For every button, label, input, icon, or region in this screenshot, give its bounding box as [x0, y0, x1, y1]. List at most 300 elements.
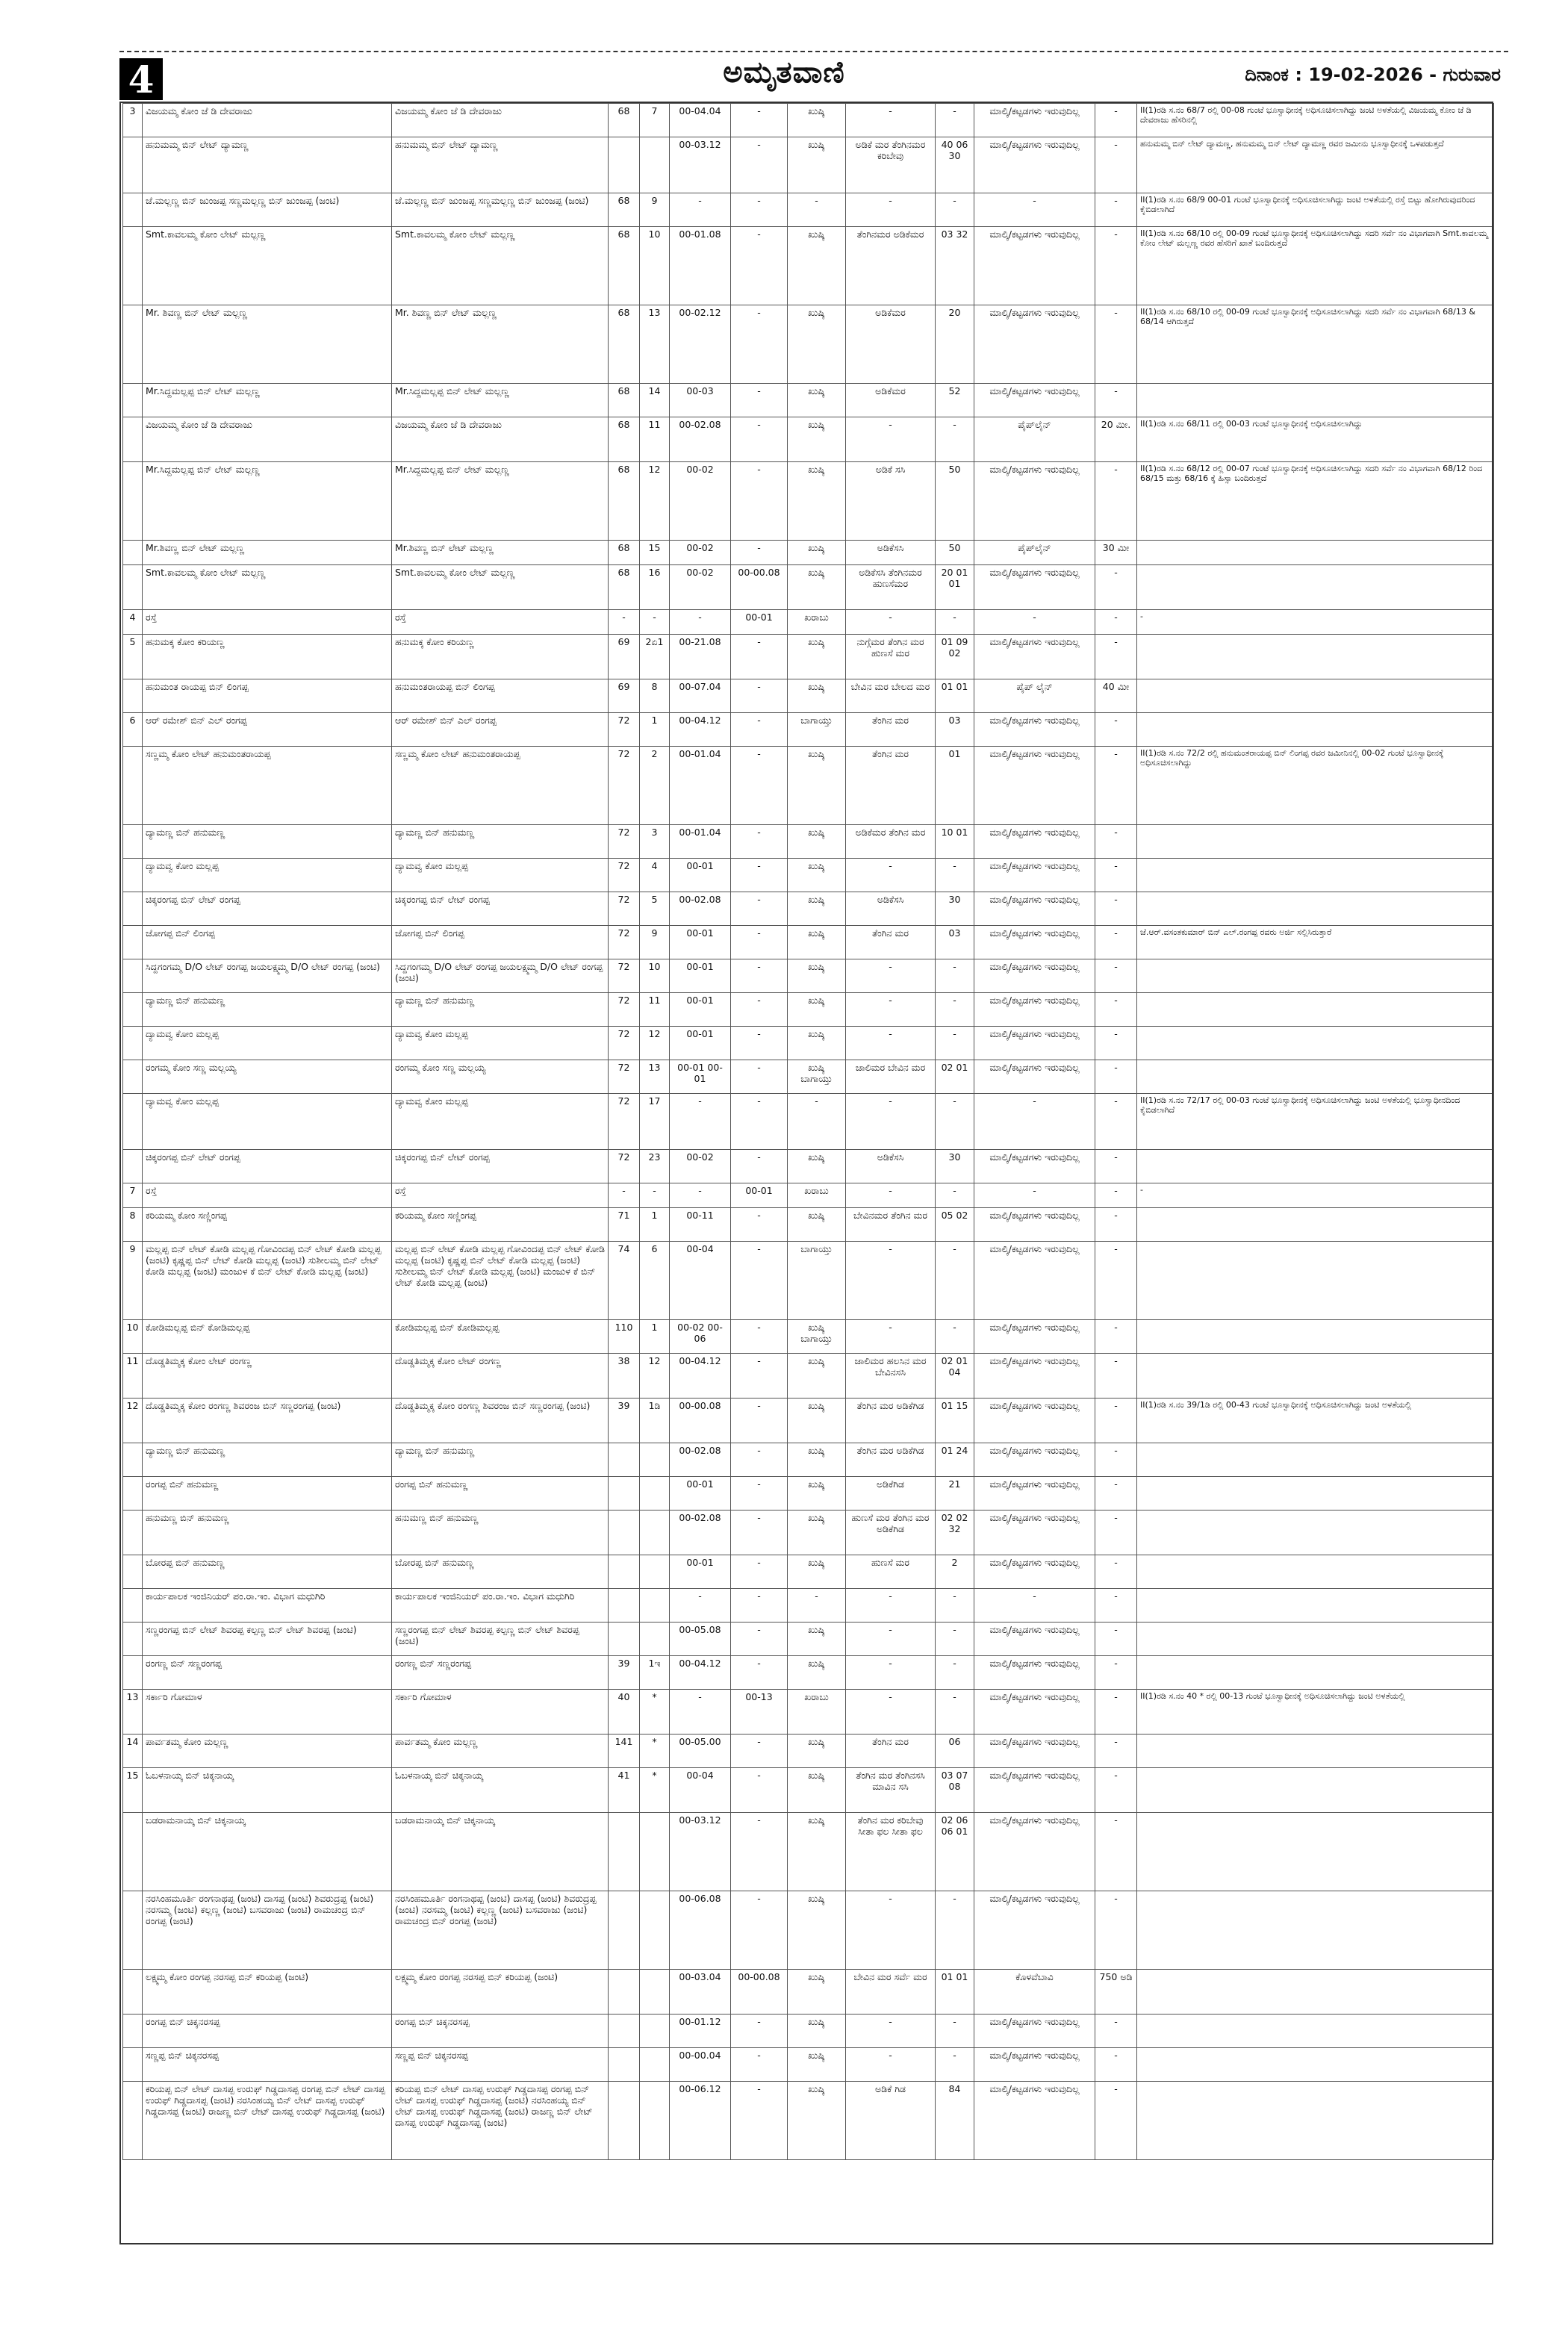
survey-number-cell: 72: [609, 1150, 640, 1183]
survey-number-cell: 72: [609, 1094, 640, 1150]
measure-cell: -: [1095, 1094, 1137, 1150]
khata-name-cell: ಜೋಗಪ್ಪ ಬಿನ್ ಲಿಂಗಪ್ಪ: [392, 926, 609, 959]
structures-cell: ಮಾಲ್ಕಿ/ಕಟ್ಟಡಗಳು ಇರುವುದಿಲ್ಲ: [974, 1690, 1095, 1735]
survey-number-cell: [609, 1589, 640, 1623]
extent-cell: -: [670, 1589, 731, 1623]
remarks-cell: [1137, 1813, 1494, 1891]
khata-name-cell: ಲಕ್ಷ್ಮಮ್ಮ ಕೋಂ ರಂಗಪ್ಪ ನರಸಪ್ಪ ಬಿನ್ ಕರಿಯಪ್ಪ (ಜಂಟಿ): [392, 1970, 609, 2015]
hissa-cell: [640, 1813, 670, 1891]
trees-cell: ಅಡಿಕೆಸಸಿ: [846, 1150, 936, 1183]
owner-name-cell: ದ್ಯಾಮಣ್ಣ ಬಿನ್ ಹನುಮಣ್ಣ: [143, 1443, 392, 1477]
serial-cell: 14: [123, 1735, 143, 1768]
measure-cell: -: [1095, 1555, 1137, 1589]
tree-count-cell: 01 24: [936, 1443, 974, 1477]
land-type-cell: ಖುಷ್ಕಿ: [788, 305, 846, 384]
land-type-cell: ಖುಷ್ಕಿ: [788, 565, 846, 610]
structures-cell: -: [974, 1183, 1095, 1208]
serial-cell: [123, 926, 143, 959]
remarks-cell: [1137, 892, 1494, 926]
owner-name-cell: ಬೋರಪ್ಪ ಬಿನ್ ಹನುಮಣ್ಣ: [143, 1555, 392, 1589]
structures-cell: -: [974, 1589, 1095, 1623]
table-row: [123, 1060, 1494, 1094]
trees-cell: -: [846, 1183, 936, 1208]
remarks-cell: [1137, 1320, 1494, 1354]
owner-name-cell: ಹನುಮಂತ ರಾಯಪ್ಪ ಬಿನ್ ಲಿಂಗಪ್ಪ: [143, 679, 392, 713]
khata-name-cell: Mr.ಸಿದ್ದಮಲ್ಲಪ್ಪ ಬಿನ್ ಲೇಟ್ ಮಲ್ಲಣ್ಣ: [392, 462, 609, 541]
survey-number-cell: 68: [609, 565, 640, 610]
land-type-cell: ಖುಷ್ಕಿ: [788, 2082, 846, 2160]
remarks-cell: [1137, 541, 1494, 565]
khata-name-cell: ವಿಜಯಮ್ಮ ಕೋಂ ಜೆ ಡಿ ದೇವರಾಜು: [392, 417, 609, 462]
newspaper-masthead: ಅಮೃತವಾಣಿ: [723, 55, 845, 90]
kharab-cell: -: [731, 1094, 788, 1150]
kharab-cell: -: [731, 137, 788, 193]
khata-name-cell: ದೊಡ್ಡತಿಮ್ಮಕ್ಕ ಕೋಂ ಲೇಟ್ ರಂಗಣ್ಣ: [392, 1354, 609, 1399]
extent-cell: 00-01: [670, 1477, 731, 1511]
kharab-cell: -: [731, 227, 788, 305]
hissa-cell: [640, 2048, 670, 2082]
kharab-cell: -: [731, 993, 788, 1027]
measure-cell: -: [1095, 104, 1137, 137]
measure-cell: -: [1095, 384, 1137, 417]
structures-cell: ಪೈಪ್ ಲೈನ್: [974, 679, 1095, 713]
remarks-cell: [1137, 713, 1494, 747]
khata-name-cell: ರಂಗಮ್ಮ ಕೋಂ ಸಣ್ಣ ಮಲ್ಲಯ್ಯ: [392, 1060, 609, 1094]
table-row: [123, 1768, 1494, 1813]
kharab-cell: -: [731, 892, 788, 926]
structures-cell: ಮಾಲ್ಕಿ/ಕಟ್ಟಡಗಳು ಇರುವುದಿಲ್ಲ: [974, 1399, 1095, 1443]
structures-cell: ಮಾಲ್ಕಿ/ಕಟ್ಟಡಗಳು ಇರುವುದಿಲ್ಲ: [974, 635, 1095, 679]
structures-cell: ಮಾಲ್ಕಿ/ಕಟ್ಟಡಗಳು ಇರುವುದಿಲ್ಲ: [974, 137, 1095, 193]
serial-cell: [123, 565, 143, 610]
survey-number-cell: 72: [609, 747, 640, 825]
serial-cell: [123, 859, 143, 892]
measure-cell: -: [1095, 193, 1137, 227]
table-row: [123, 993, 1494, 1027]
land-type-cell: ಖುಷ್ಕಿ: [788, 747, 846, 825]
measure-cell: -: [1095, 1690, 1137, 1735]
kharab-cell: -: [731, 1656, 788, 1690]
kharab-cell: 00-01: [731, 1183, 788, 1208]
table-row: [123, 859, 1494, 892]
measure-cell: -: [1095, 959, 1137, 993]
survey-number-cell: [609, 1891, 640, 1970]
trees-cell: ಅಡಿಕೆಗಿಡ: [846, 1477, 936, 1511]
serial-cell: [123, 679, 143, 713]
serial-cell: [123, 2015, 143, 2048]
measure-cell: -: [1095, 1027, 1137, 1060]
remarks-cell: [1137, 1970, 1494, 2015]
extent-cell: -: [670, 1690, 731, 1735]
trees-cell: -: [846, 1242, 936, 1320]
extent-cell: 00-04: [670, 1768, 731, 1813]
khata-name-cell: ದ್ಯಾಮಣ್ಣ ಬಿನ್ ಹನುಮಣ್ಣ: [392, 825, 609, 859]
hissa-cell: 23: [640, 1150, 670, 1183]
table-row: [123, 104, 1494, 137]
khata-name-cell: ಸಿದ್ದಗಂಗಮ್ಮ D/O ಲೇಟ್ ರಂಗಪ್ಪ ಜಯಲಕ್ಷ್ಮಮ್ಮ D/O ಲೇಟ್ ರಂಗಪ್ಪ (ಜಂಟಿ): [392, 959, 609, 993]
kharab-cell: -: [731, 305, 788, 384]
tree-count-cell: 02 06 06 01: [936, 1813, 974, 1891]
remarks-cell: [1137, 1555, 1494, 1589]
hissa-cell: 12: [640, 1027, 670, 1060]
structures-cell: ಮಾಲ್ಕಿ/ಕಟ್ಟಡಗಳು ಇರುವುದಿಲ್ಲ: [974, 926, 1095, 959]
owner-name-cell: ಹನುಮಮ್ಮ ಬಿನ್ ಲೇಟ್ ದ್ಯಾಮಣ್ಣ: [143, 137, 392, 193]
measure-cell: -: [1095, 825, 1137, 859]
khata-name-cell: ದ್ಯಾಮವ್ವ ಕೋಂ ಮಲ್ಲಪ್ಪ: [392, 1094, 609, 1150]
structures-cell: ಮಾಲ್ಕಿ/ಕಟ್ಟಡಗಳು ಇರುವುದಿಲ್ಲ: [974, 462, 1095, 541]
measure-cell: -: [1095, 1477, 1137, 1511]
trees-cell: ಹುಣಸೆ ಮರ: [846, 1555, 936, 1589]
hissa-cell: [640, 1477, 670, 1511]
owner-name-cell: ರಂಗಪ್ಪ ಬಿನ್ ಹನುಮಣ್ಣ: [143, 1477, 392, 1511]
extent-cell: 00-00.04: [670, 2048, 731, 2082]
serial-cell: [123, 1656, 143, 1690]
survey-number-cell: 39: [609, 1656, 640, 1690]
khata-name-cell: ಆರ್ ರಮೇಶ್ ಬಿನ್ ಎಲ್ ರಂಗಪ್ಪ: [392, 713, 609, 747]
table-row: [123, 2082, 1494, 2160]
trees-cell: -: [846, 959, 936, 993]
serial-cell: [123, 892, 143, 926]
remarks-cell: [1137, 1443, 1494, 1477]
land-type-cell: ಖುಷ್ಕಿ: [788, 137, 846, 193]
owner-name-cell: ಕೋಡಿಮಲ್ಲಪ್ಪ ಬಿನ್ ಕೋಡಿಮಲ್ಲಪ್ಪ: [143, 1320, 392, 1354]
extent-cell: 00-01.04: [670, 825, 731, 859]
measure-cell: -: [1095, 1208, 1137, 1242]
land-type-cell: ಖುಷ್ಕಿ: [788, 1891, 846, 1970]
owner-name-cell: ರಸ್ತೆ: [143, 1183, 392, 1208]
owner-name-cell: ಕರಿಯಮ್ಮ ಕೋಂ ಸಣ್ಣಿಂಗಪ್ಪ: [143, 1208, 392, 1242]
extent-cell: 00-00.08: [670, 1399, 731, 1443]
serial-cell: [123, 747, 143, 825]
structures-cell: ಮಾಲ್ಕಿ/ಕಟ್ಟಡಗಳು ಇರುವುದಿಲ್ಲ: [974, 565, 1095, 610]
tree-count-cell: 03: [936, 713, 974, 747]
serial-cell: 9: [123, 1242, 143, 1320]
table-row: [123, 2015, 1494, 2048]
serial-cell: 4: [123, 610, 143, 635]
land-type-cell: ಖುಷ್ಕಿ: [788, 1735, 846, 1768]
tree-count-cell: -: [936, 959, 974, 993]
serial-cell: [123, 1813, 143, 1891]
land-type-cell: ಖುಷ್ಕಿ: [788, 959, 846, 993]
khata-name-cell: Mr.ಸಿದ್ದಮಲ್ಲಪ್ಪ ಬಿನ್ ಲೇಟ್ ಮಲ್ಲಣ್ಣ: [392, 384, 609, 417]
extent-cell: 00-02: [670, 565, 731, 610]
survey-number-cell: 72: [609, 892, 640, 926]
kharab-cell: -: [731, 825, 788, 859]
serial-cell: 8: [123, 1208, 143, 1242]
table-row: [123, 1891, 1494, 1970]
trees-cell: ಅಡಿಕೆಮರ ತೆಂಗಿನ ಮರ: [846, 825, 936, 859]
trees-cell: ನುಗ್ಗೆಮರ ತೆಂಗಿನ ಮರ ಹುಣಸೆ ಮರ: [846, 635, 936, 679]
extent-cell: 00-04.12: [670, 1656, 731, 1690]
measure-cell: -: [1095, 2048, 1137, 2082]
survey-number-cell: 72: [609, 959, 640, 993]
extent-cell: -: [670, 610, 731, 635]
kharab-cell: -: [731, 1399, 788, 1443]
serial-cell: [123, 1094, 143, 1150]
hissa-cell: 8: [640, 679, 670, 713]
structures-cell: ಮಾಲ್ಕಿ/ಕಟ್ಟಡಗಳು ಇರುವುದಿಲ್ಲ: [974, 1735, 1095, 1768]
serial-cell: [123, 825, 143, 859]
structures-cell: ಮಾಲ್ಕಿ/ಕಟ್ಟಡಗಳು ಇರುವುದಿಲ್ಲ: [974, 1555, 1095, 1589]
land-type-cell: ಖುಷ್ಕಿ: [788, 1208, 846, 1242]
structures-cell: ಮಾಲ್ಕಿ/ಕಟ್ಟಡಗಳು ಇರುವುದಿಲ್ಲ: [974, 2082, 1095, 2160]
tree-count-cell: 30: [936, 1150, 974, 1183]
survey-number-cell: 69: [609, 679, 640, 713]
extent-cell: 00-01: [670, 959, 731, 993]
kharab-cell: -: [731, 1354, 788, 1399]
serial-cell: [123, 1589, 143, 1623]
tree-count-cell: 84: [936, 2082, 974, 2160]
extent-cell: 00-01 00-01: [670, 1060, 731, 1094]
khata-name-cell: ದ್ಯಾಮವ್ವ ಕೋಂ ಮಲ್ಲಪ್ಪ: [392, 1027, 609, 1060]
survey-number-cell: [609, 2015, 640, 2048]
owner-name-cell: ಸಣ್ಣಪ್ಪ ಬಿನ್ ಚಿಕ್ಕನರಸಪ್ಪ: [143, 2048, 392, 2082]
date-line: ದಿನಾಂಕ : 19-02-2026 - ಗುರುವಾರ: [1245, 64, 1501, 85]
measure-cell: -: [1095, 2015, 1137, 2048]
survey-number-cell: 141: [609, 1735, 640, 1768]
remarks-cell: [1137, 1208, 1494, 1242]
khata-name-cell: ಬಡರಾಮನಾಯ್ಕ ಬಿನ್ ಚಿಕ್ಕನಾಯ್ಕ: [392, 1813, 609, 1891]
owner-name-cell: ರಂಗಪ್ಪ ಬಿನ್ ಚಿಕ್ಕನರಸಪ್ಪ: [143, 2015, 392, 2048]
extent-cell: 00-01.08: [670, 227, 731, 305]
extent-cell: 00-05.08: [670, 1623, 731, 1656]
owner-name-cell: ದ್ಯಾಮಣ್ಣ ಬಿನ್ ಹನುಮಣ್ಣ: [143, 993, 392, 1027]
hissa-cell: 1: [640, 713, 670, 747]
measure-cell: -: [1095, 1150, 1137, 1183]
land-type-cell: ಖುಷ್ಕಿ: [788, 859, 846, 892]
trees-cell: -: [846, 1656, 936, 1690]
survey-number-cell: 68: [609, 541, 640, 565]
measure-cell: -: [1095, 1060, 1137, 1094]
owner-name-cell: ಆರ್ ರಮೇಶ್ ಬಿನ್ ಎಲ್ ರಂಗಪ್ಪ: [143, 713, 392, 747]
hissa-cell: 10: [640, 959, 670, 993]
owner-name-cell: ದ್ಯಾಮವ್ವ ಕೋಂ ಮಲ್ಲಪ್ಪ: [143, 1027, 392, 1060]
survey-number-cell: 68: [609, 227, 640, 305]
khata-name-cell: ಮಲ್ಲಪ್ಪ ಬಿನ್ ಲೇಟ್ ಕೋಡಿ ಮಲ್ಲಪ್ಪ ಗೋವಿಂದಪ್ಪ ಬಿನ್ ಲೇಟ್ ಕೋಡಿ ಮಲ್ಲಪ್ಪ (ಜಂಟಿ) ಕೃಷ್ಣಪ್ಪ ಬಿನ್ ಲೇಟ್ ಕೋಡಿ ಮಲ್ಲಪ್ಪ (ಜಂಟಿ) ಸುಶೀಲಮ್ಮ ಬಿನ್ ಲೇಟ್ ಕೋಡಿ ಮಲ್ಲಪ್ಪ (ಜಂಟಿ) ಮಂಜುಳ ಕೆ ಬಿನ್ ಲೇಟ್ ಕೋಡಿ ಮಲ್ಲಪ್ಪ (ಜಂಟಿ): [392, 1242, 609, 1320]
land-type-cell: ಬಾಗಾಯ್ತು: [788, 713, 846, 747]
land-type-cell: ಖುಷ್ಕಿ: [788, 993, 846, 1027]
serial-cell: 5: [123, 635, 143, 679]
hissa-cell: *: [640, 1735, 670, 1768]
serial-cell: [123, 462, 143, 541]
table-row: [123, 1354, 1494, 1399]
table-row: [123, 1150, 1494, 1183]
structures-cell: ಪೈಪ್‌ಲೈನ್: [974, 417, 1095, 462]
owner-name-cell: Mr.ಸಿದ್ದಮಲ್ಲಪ್ಪ ಬಿನ್ ಲೇಟ್ ಮಲ್ಲಣ್ಣ: [143, 384, 392, 417]
owner-name-cell: Smt.ಕಾವಲಮ್ಮ ಕೋಂ ಲೇಟ್ ಮಲ್ಲಣ್ಣ: [143, 565, 392, 610]
kharab-cell: -: [731, 1060, 788, 1094]
kharab-cell: -: [731, 713, 788, 747]
land-type-cell: ಖುಷ್ಕಿ: [788, 2015, 846, 2048]
tree-count-cell: 03: [936, 926, 974, 959]
land-type-cell: ಖರಾಬು: [788, 610, 846, 635]
khata-name-cell: Mr.ಶಿವಣ್ಣ ಬಿನ್ ಲೇಟ್ ಮಲ್ಲಣ್ಣ: [392, 541, 609, 565]
tree-count-cell: 05 02: [936, 1208, 974, 1242]
owner-name-cell: ಮಲ್ಲಪ್ಪ ಬಿನ್ ಲೇಟ್ ಕೋಡಿ ಮಲ್ಲಪ್ಪ ಗೋವಿಂದಪ್ಪ ಬಿನ್ ಲೇಟ್ ಕೋಡಿ ಮಲ್ಲಪ್ಪ (ಜಂಟಿ) ಕೃಷ್ಣಪ್ಪ ಬಿನ್ ಲೇಟ್ ಕೋಡಿ ಮಲ್ಲಪ್ಪ (ಜಂಟಿ) ಸುಶೀಲಮ್ಮ ಬಿನ್ ಲೇಟ್ ಕೋಡಿ ಮಲ್ಲಪ್ಪ (ಜಂಟಿ) ಮಂಜುಳ ಕೆ ಬಿನ್ ಲೇಟ್ ಕೋಡಿ ಮಲ್ಲಪ್ಪ (ಜಂಟಿ): [143, 1242, 392, 1320]
tree-count-cell: -: [936, 193, 974, 227]
owner-name-cell: ಲಕ್ಷ್ಮಮ್ಮ ಕೋಂ ರಂಗಪ್ಪ ನರಸಪ್ಪ ಬಿನ್ ಕರಿಯಪ್ಪ (ಜಂಟಿ): [143, 1970, 392, 2015]
kharab-cell: -: [731, 1735, 788, 1768]
tree-count-cell: 02 01 04: [936, 1354, 974, 1399]
tree-count-cell: 01: [936, 747, 974, 825]
trees-cell: ತೆಂಗಿನ ಮರ ತೆಂಗಿನಸಸಿ ಮಾವಿನ ಸಸಿ: [846, 1768, 936, 1813]
measure-cell: -: [1095, 926, 1137, 959]
serial-cell: [123, 1443, 143, 1477]
measure-cell: -: [1095, 713, 1137, 747]
hissa-cell: [640, 1970, 670, 2015]
extent-cell: 00-02: [670, 541, 731, 565]
khata-name-cell: ಕರಿಯಪ್ಪ ಬಿನ್ ಲೇಟ್ ದಾಸಪ್ಪ ಉರುಫ್ ಗಿಡ್ಡದಾಸಪ್ಪ ರಂಗಪ್ಪ ಬಿನ್ ಲೇಟ್ ದಾಸಪ್ಪ ಉರುಫ್ ಗಿಡ್ಡದಾಸಪ್ಪ (ಜಂಟಿ) ನರಸಿಂಹಯ್ಯ ಬಿನ್ ಲೇಟ್ ದಾಸಪ್ಪ ಉರುಫ್ ಗಿಡ್ಡದಾಸಪ್ಪ (ಜಂಟಿ) ರಾಜಣ್ಣ ಬಿನ್ ಲೇಟ್ ದಾಸಪ್ಪ ಉರುಫ್ ಗಿಡ್ಡದಾಸಪ್ಪ (ಜಂಟಿ): [392, 2082, 609, 2160]
survey-number-cell: 72: [609, 859, 640, 892]
trees-cell: -: [846, 104, 936, 137]
trees-cell: ತೆಂಗಿನ ಮರ ಅಡಿಕೆಗಿಡ: [846, 1399, 936, 1443]
trees-cell: -: [846, 193, 936, 227]
remarks-cell: -: [1137, 610, 1494, 635]
survey-number-cell: [609, 1813, 640, 1891]
remarks-cell: [1137, 825, 1494, 859]
measure-cell: -: [1095, 635, 1137, 679]
serial-cell: [123, 1555, 143, 1589]
tree-count-cell: 40 06 30: [936, 137, 974, 193]
hissa-cell: 4: [640, 859, 670, 892]
serial-cell: 7: [123, 1183, 143, 1208]
khata-name-cell: ಕಾರ್ಯಪಾಲಕ ಇಂಜಿನಿಯರ್ ಪಂ.ರಾ.ಇಂ. ವಿಭಾಗ ಮಧುಗಿರಿ: [392, 1589, 609, 1623]
remarks-cell: [1137, 384, 1494, 417]
khata-name-cell: ಬೋರಪ್ಪ ಬಿನ್ ಹನುಮಣ್ಣ: [392, 1555, 609, 1589]
khata-name-cell: ರಸ್ತೆ: [392, 610, 609, 635]
kharab-cell: -: [731, 2082, 788, 2160]
extent-cell: 00-02.08: [670, 1511, 731, 1555]
owner-name-cell: ಓಬಳನಾಯ್ಕ ಬಿನ್ ಚಿಕ್ಕನಾಯ್ಕ: [143, 1768, 392, 1813]
khata-name-cell: ಚಿಕ್ಕರಂಗಪ್ಪ ಬಿನ್ ಲೇಟ್ ರಂಗಪ್ಪ: [392, 1150, 609, 1183]
survey-number-cell: 69: [609, 635, 640, 679]
kharab-cell: -: [731, 1208, 788, 1242]
trees-cell: -: [846, 859, 936, 892]
extent-cell: 00-01: [670, 1555, 731, 1589]
owner-name-cell: ಪಾರ್ವತಮ್ಮ ಕೋಂ ಮಲ್ಲಣ್ಣ: [143, 1735, 392, 1768]
remarks-cell: [1137, 859, 1494, 892]
structures-cell: ಮಾಲ್ಕಿ/ಕಟ್ಟಡಗಳು ಇರುವುದಿಲ್ಲ: [974, 1150, 1095, 1183]
remarks-cell: [1137, 2015, 1494, 2048]
khata-name-cell: ಓಬಳನಾಯ್ಕ ಬಿನ್ ಚಿಕ್ಕನಾಯ್ಕ: [392, 1768, 609, 1813]
owner-name-cell: ಸರ್ಕಾರಿ ಗೋಮಾಳ: [143, 1690, 392, 1735]
hissa-cell: 11: [640, 417, 670, 462]
tree-count-cell: -: [936, 1891, 974, 1970]
remarks-cell: [1137, 1891, 1494, 1970]
extent-cell: 00-04: [670, 1242, 731, 1320]
land-type-cell: ಖುಷ್ಕಿ: [788, 1150, 846, 1183]
table-row: [123, 1208, 1494, 1242]
survey-number-cell: 110: [609, 1320, 640, 1354]
table-row: [123, 892, 1494, 926]
remarks-cell: [1137, 1735, 1494, 1768]
hissa-cell: 9: [640, 926, 670, 959]
table-row: [123, 1623, 1494, 1656]
trees-cell: -: [846, 993, 936, 1027]
structures-cell: -: [974, 193, 1095, 227]
owner-name-cell: ರಂಗಮ್ಮ ಕೋಂ ಸಣ್ಣ ಮಲ್ಲಯ್ಯ: [143, 1060, 392, 1094]
khata-name-cell: ರಸ್ತೆ: [392, 1183, 609, 1208]
survey-number-cell: [609, 1623, 640, 1656]
remarks-cell: II(1)ರಡಿ ಸ.ನಂ 39/1ಡಿ ರಲ್ಲಿ 00-43 ಗುಂಟೆ ಭೂಸ್ವಾಧೀನಕ್ಕೆ ಅಧಿಸೂಚಿಸಲಾಗಿದ್ದು ಜಂಟಿ ಅಳತೆಯಲ್ಲಿ: [1137, 1399, 1494, 1443]
owner-name-cell: Smt.ಕಾವಲಮ್ಮ ಕೋಂ ಲೇಟ್ ಮಲ್ಲಣ್ಣ: [143, 227, 392, 305]
owner-name-cell: ಸಣ್ಣರಂಗಪ್ಪ ಬಿನ್ ಲೇಟ್ ಶಿವರಪ್ಪ ಕಲ್ಪಣ್ಣ ಬಿನ್ ಲೇಟ್ ಶಿವರಪ್ಪ (ಜಂಟಿ): [143, 1623, 392, 1656]
structures-cell: ಮಾಲ್ಕಿ/ಕಟ್ಟಡಗಳು ಇರುವುದಿಲ್ಲ: [974, 1208, 1095, 1242]
kharab-cell: -: [731, 679, 788, 713]
hissa-cell: 17: [640, 1094, 670, 1150]
kharab-cell: -: [731, 1477, 788, 1511]
land-type-cell: ಖುಷ್ಕಿ: [788, 892, 846, 926]
table-row: [123, 1511, 1494, 1555]
extent-cell: 00-01.12: [670, 2015, 731, 2048]
remarks-cell: II(1)ರಡಿ ಸ.ನಂ 68/9 00-01 ಗುಂಟೆ ಭೂಸ್ವಾಧೀನಕ್ಕೆ ಅಧಿಸೂಚಿಸಲಾಗಿದ್ದು ಜಂಟಿ ಅಳತೆಯಲ್ಲಿ ರಸ್ತೆ ಬಿಟ್ಟು ಹೋಗಿರುವುದರಿಂದ ಕೈಬಿಡಲಾಗಿದೆ: [1137, 193, 1494, 227]
owner-name-cell: ರಸ್ತೆ: [143, 610, 392, 635]
kharab-cell: -: [731, 1242, 788, 1320]
remarks-cell: II(1)ರಡಿ ಸ.ನಂ 68/10 ರಲ್ಲಿ 00-09 ಗುಂಟೆ ಭೂಸ್ವಾಧೀನಕ್ಕೆ ಅಧಿಸೂಚಿಸಲಾಗಿದ್ದು ಸದರಿ ಸರ್ವೆ ನಂ ವಿಭಾಗವಾಗಿ 68/13 & 68/14 ಆಗಿರುತ್ತದೆ: [1137, 305, 1494, 384]
structures-cell: ಮಾಲ್ಕಿ/ಕಟ್ಟಡಗಳು ಇರುವುದಿಲ್ಲ: [974, 305, 1095, 384]
land-type-cell: -: [788, 1094, 846, 1150]
table-row: [123, 565, 1494, 610]
survey-number-cell: 72: [609, 1027, 640, 1060]
hissa-cell: 13: [640, 305, 670, 384]
remarks-cell: [1137, 679, 1494, 713]
table-row: [123, 635, 1494, 679]
land-type-cell: ಖುಷ್ಕಿ: [788, 825, 846, 859]
survey-number-cell: 72: [609, 1060, 640, 1094]
measure-cell: -: [1095, 1813, 1137, 1891]
extent-cell: -: [670, 193, 731, 227]
hissa-cell: 16: [640, 565, 670, 610]
kharab-cell: -: [731, 1813, 788, 1891]
owner-name-cell: Mr.ಸಿದ್ದಮಲ್ಲಪ್ಪ ಬಿನ್ ಲೇಟ್ ಮಲ್ಲಣ್ಣ: [143, 462, 392, 541]
trees-cell: ಅಡಿಕೆಮರ: [846, 384, 936, 417]
land-type-cell: ಖುಷ್ಕಿ: [788, 227, 846, 305]
land-type-cell: ಖುಷ್ಕಿ: [788, 1813, 846, 1891]
trees-cell: -: [846, 1589, 936, 1623]
hissa-cell: 11: [640, 993, 670, 1027]
survey-number-cell: 72: [609, 825, 640, 859]
tree-count-cell: 01 01: [936, 679, 974, 713]
trees-cell: ತೆಂಗಿನ ಮರ: [846, 747, 936, 825]
hissa-cell: 7: [640, 104, 670, 137]
structures-cell: ಮಾಲ್ಕಿ/ಕಟ್ಟಡಗಳು ಇರುವುದಿಲ್ಲ: [974, 1623, 1095, 1656]
table-row: [123, 610, 1494, 635]
tree-count-cell: 03 07 08: [936, 1768, 974, 1813]
khata-name-cell: ದ್ಯಾಮವ್ವ ಕೋಂ ಮಲ್ಲಪ್ಪ: [392, 859, 609, 892]
tree-count-cell: -: [936, 1183, 974, 1208]
hissa-cell: 2ಏ1: [640, 635, 670, 679]
hissa-cell: 9: [640, 193, 670, 227]
hissa-cell: 5: [640, 892, 670, 926]
owner-name-cell: ದೊಡ್ಡತಿಮ್ಮಕ್ಕ ಕೋಂ ರಂಗಣ್ಣ ಶಿವರಂಜ ಬಿನ್ ಸಣ್ಣರಂಗಪ್ಪ (ಜಂಟಿ): [143, 1399, 392, 1443]
measure-cell: -: [1095, 1443, 1137, 1477]
extent-cell: 00-01: [670, 1027, 731, 1060]
measure-cell: -: [1095, 1399, 1137, 1443]
land-type-cell: ಬಾಗಾಯ್ತು: [788, 1242, 846, 1320]
tree-count-cell: -: [936, 1094, 974, 1150]
land-type-cell: -: [788, 193, 846, 227]
structures-cell: ಮಾಲ್ಕಿ/ಕಟ್ಟಡಗಳು ಇರುವುದಿಲ್ಲ: [974, 1060, 1095, 1094]
survey-number-cell: 68: [609, 417, 640, 462]
land-type-cell: ಖುಷ್ಕಿ: [788, 635, 846, 679]
structures-cell: ಮಾಲ್ಕಿ/ಕಟ್ಟಡಗಳು ಇರುವುದಿಲ್ಲ: [974, 227, 1095, 305]
remarks-cell: [1137, 993, 1494, 1027]
owner-name-cell: ದ್ಯಾಮವ್ವ ಕೋಂ ಮಲ್ಲಪ್ಪ: [143, 859, 392, 892]
khata-name-cell: Mr. ಶಿವಣ್ಣ ಬಿನ್ ಲೇಟ್ ಮಲ್ಲಣ್ಣ: [392, 305, 609, 384]
extent-cell: 00-21.08: [670, 635, 731, 679]
land-type-cell: ಖರಾಬು: [788, 1690, 846, 1735]
measure-cell: -: [1095, 1623, 1137, 1656]
